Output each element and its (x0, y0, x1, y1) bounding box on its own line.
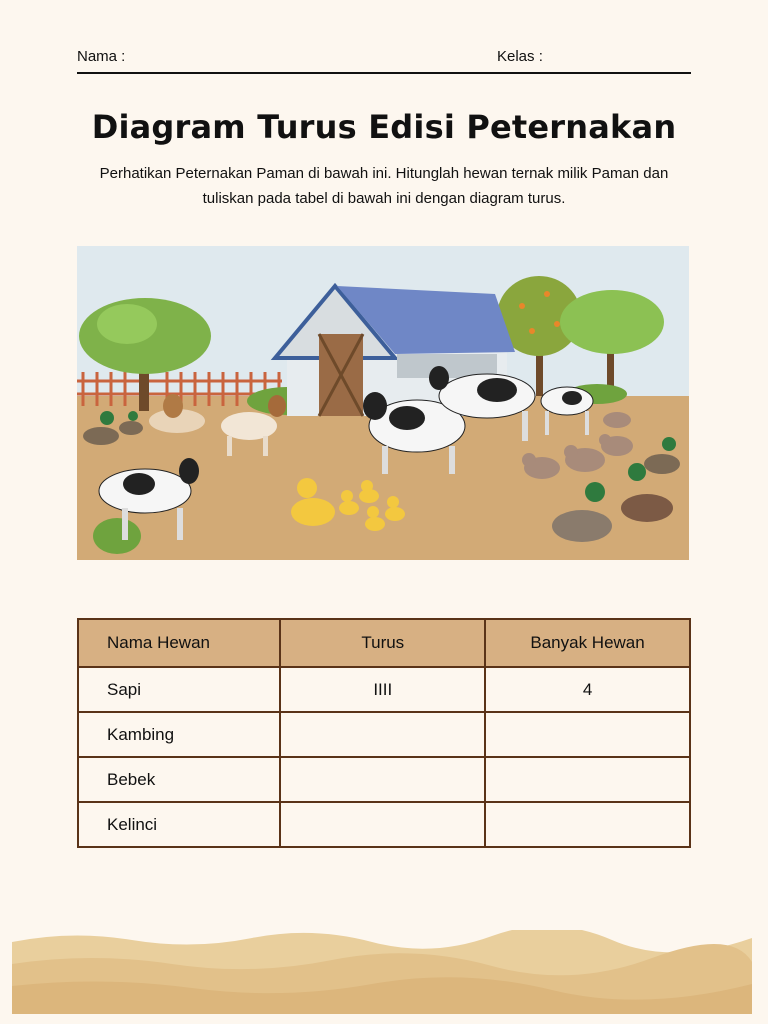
table-row (78, 667, 690, 712)
tally-cell[interactable]: IIII (280, 667, 485, 712)
tally-table (77, 618, 691, 848)
table-row (78, 802, 690, 847)
header-animal-name: Nama Hewan (78, 619, 280, 667)
tally-cell[interactable] (280, 757, 485, 802)
count-cell[interactable] (485, 712, 690, 757)
tally-cell[interactable] (280, 802, 485, 847)
animal-name-cell: Kambing (78, 712, 280, 757)
count-cell[interactable]: 4 (485, 667, 690, 712)
farm-illustration (77, 246, 689, 560)
animal-name-cell: Bebek (78, 757, 280, 802)
table-header-row (78, 619, 690, 667)
tally-cell[interactable] (280, 712, 485, 757)
header-count: Banyak Hewan (485, 619, 690, 667)
animal-name-cell: Kelinci (78, 802, 280, 847)
instructions-text: Perhatikan Peternakan Paman di bawah ini. Hitunglah hewan ternak milik Paman dan tuliskan pada tabel di bawah ini dengan diagram turus. (99, 165, 669, 207)
table-row (78, 712, 690, 757)
table-row (78, 757, 690, 802)
count-cell[interactable] (485, 757, 690, 802)
page-title: Diagram Turus Edisi Peternakan (91, 108, 677, 146)
count-cell[interactable] (485, 802, 690, 847)
animal-name-cell: Sapi (78, 667, 280, 712)
name-label: Nama : (77, 48, 126, 65)
header-tally: Turus (280, 619, 485, 667)
sand-decoration (12, 930, 752, 1014)
student-info-line (77, 44, 691, 74)
class-label: Kelas : (497, 48, 543, 65)
